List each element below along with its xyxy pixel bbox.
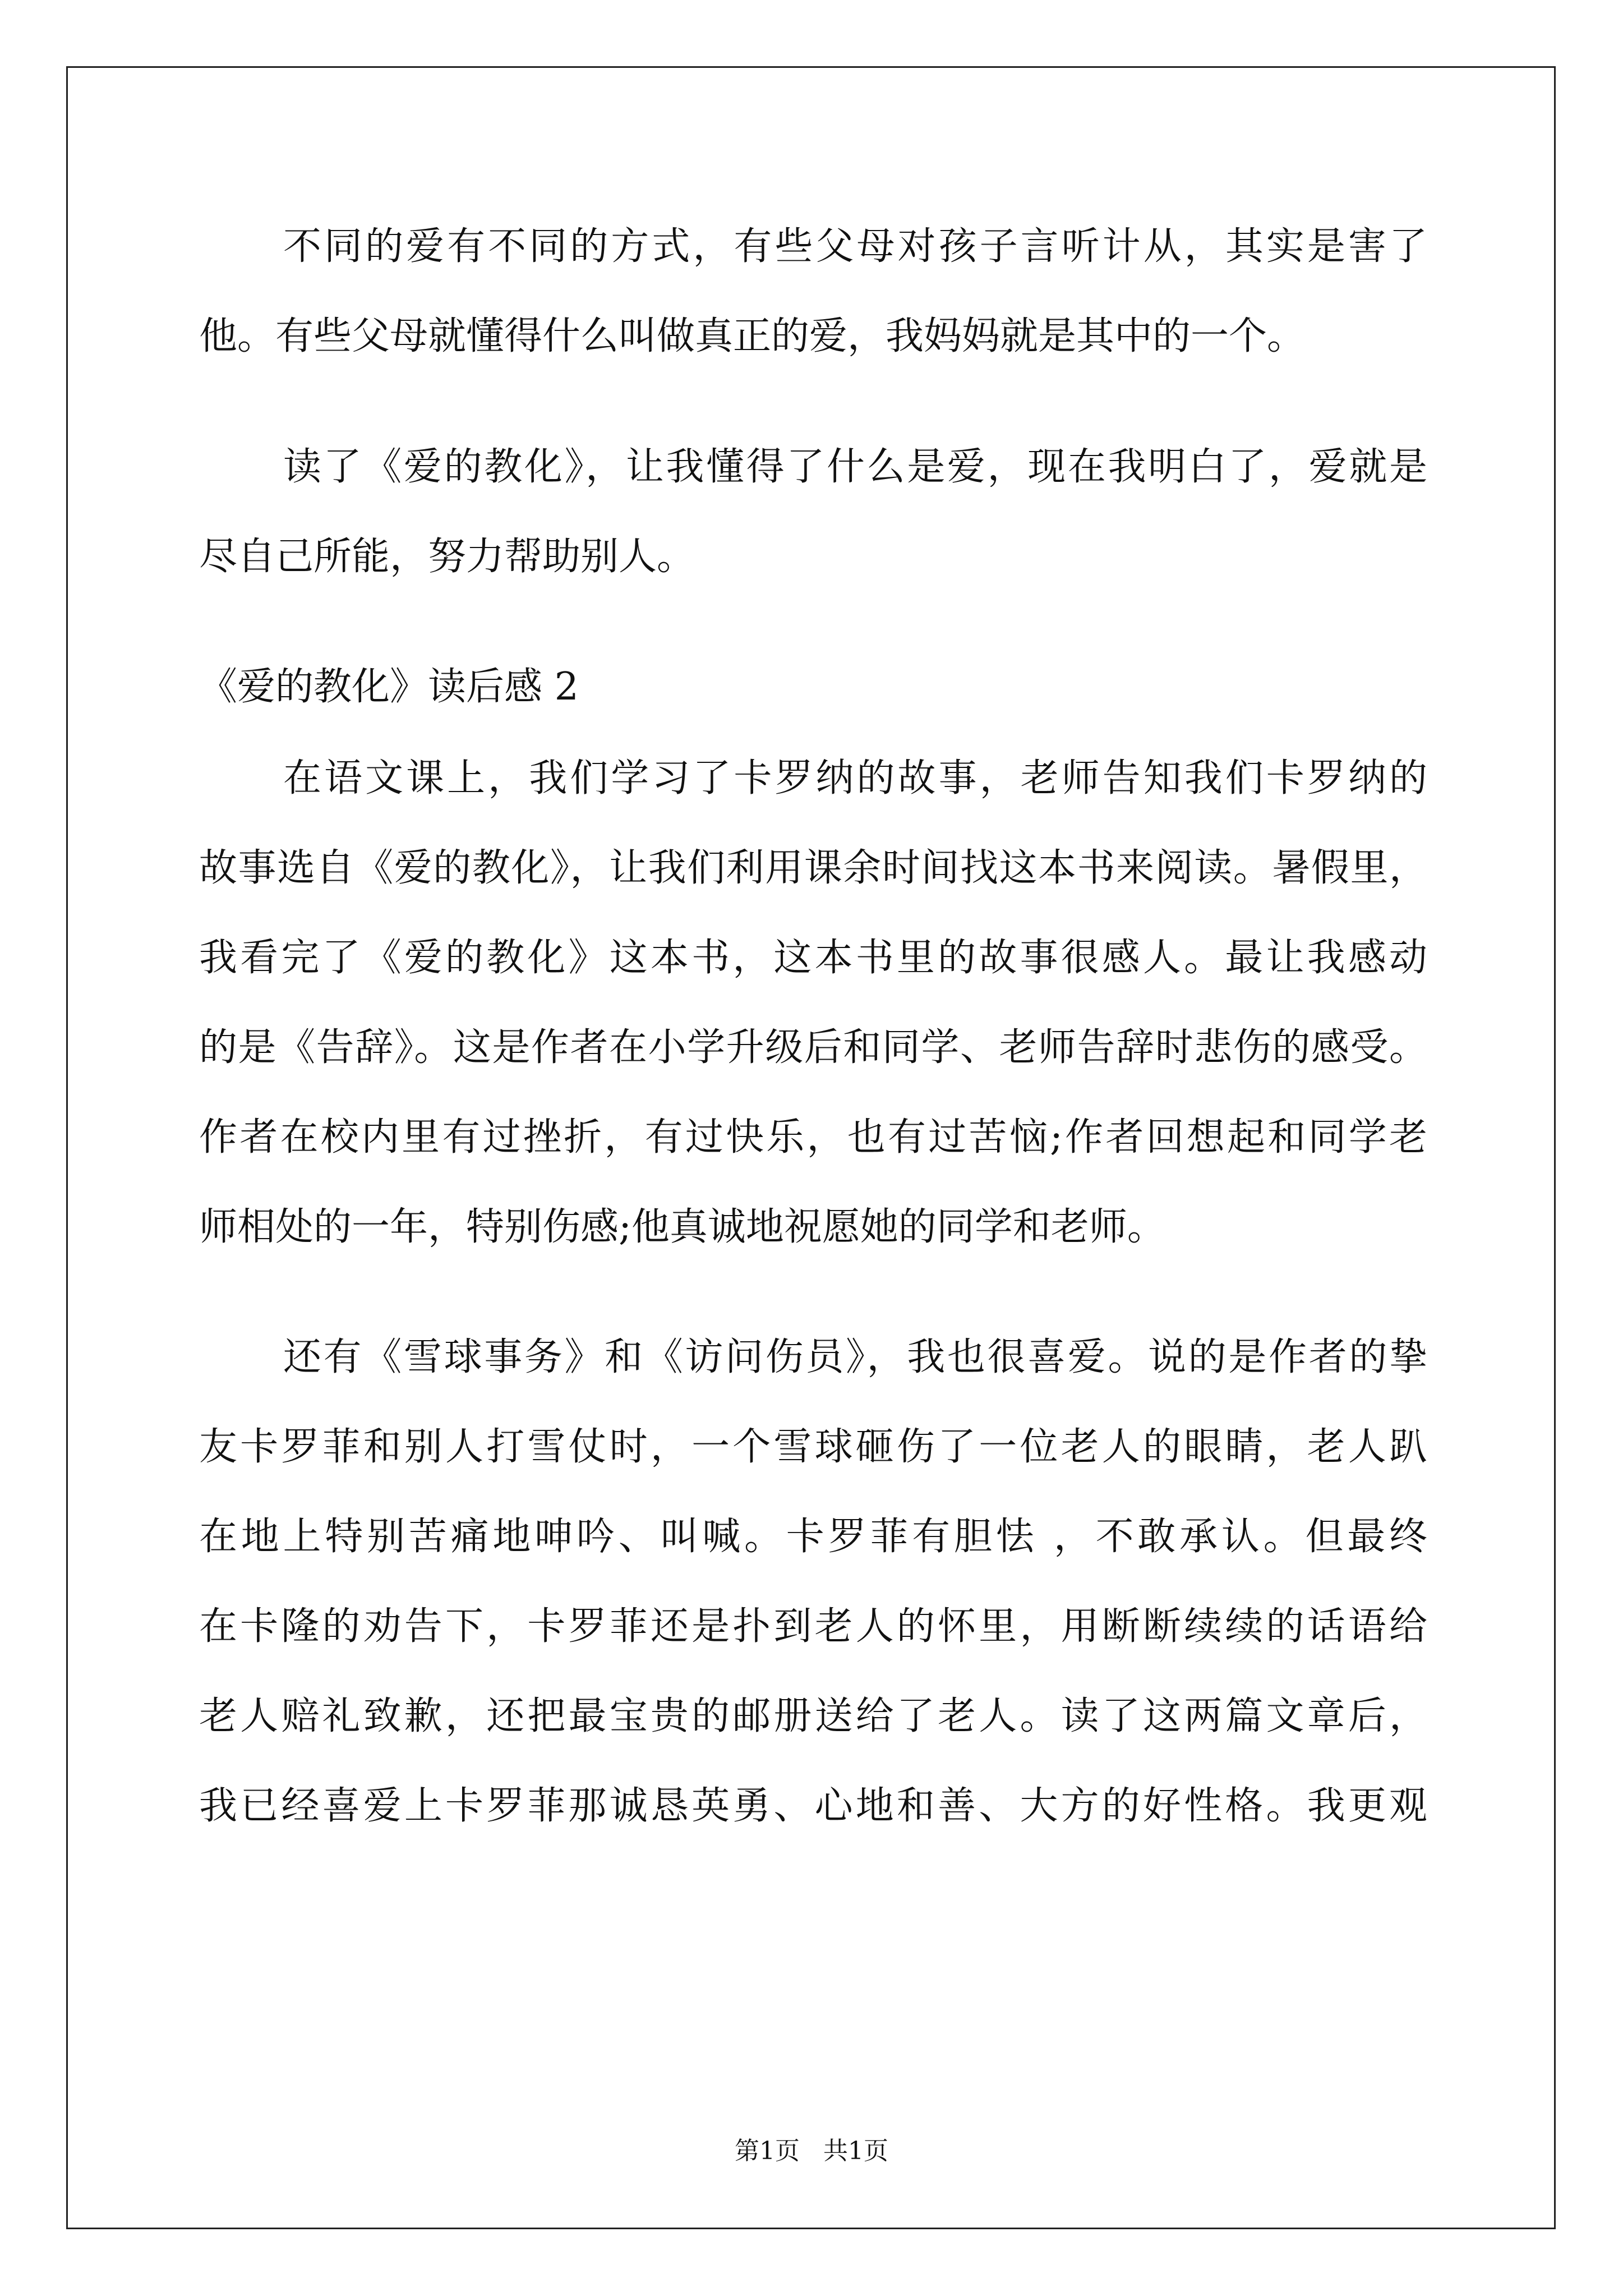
paragraph-3-line-1: 在语文课上，我们学习了卡罗纳的故事，老师告知我们卡罗纳的: [283, 756, 1427, 800]
paragraph-4-line-4: 在卡隆的劝告下，卡罗菲还是扑到老人的怀里，用断断续续的话语给: [199, 1604, 1427, 1649]
paragraph-4-line-2: 友卡罗菲和别人打雪仗时，一个雪球砸伤了一位老人的眼睛，老人趴: [199, 1425, 1427, 1469]
paragraph-4-line-6: 我已经喜爱上卡罗菲那诚恳英勇、心地和善、大方的好性格。我更观: [199, 1784, 1427, 1828]
paragraph-3-line-6: 师相处的一年，特别伤感;他真诚地祝愿她的同学和老师。: [199, 1205, 1165, 1249]
paragraph-4-line-1: 还有《雪球事务》和《访问伤员》，我也很喜爱。说的是作者的挚: [283, 1335, 1427, 1379]
page-number-footer: 第1页 共1页: [735, 2137, 888, 2165]
paragraph-2-line-2: 尽自己所能，努力帮助别人。: [199, 535, 695, 579]
paragraph-4-line-3: 在地上特别苦痛地呻吟、叫喊。卡罗菲有胆怯 ，不敢承认。但最终: [199, 1515, 1427, 1559]
paragraph-3-line-3: 我看完了《爱的教化》这本书，这本书里的故事很感人。最让我感动: [199, 936, 1427, 980]
paragraph-1-line-2: 他。有些父母就懂得什么叫做真正的爱，我妈妈就是其中的一个。: [199, 314, 1306, 358]
paragraph-3-line-4: 的是《告辞》。这是作者在小学升级后和同学、老师告辞时悲伤的感受。: [199, 1025, 1427, 1070]
paragraph-4-line-5: 老人赔礼致歉，还把最宝贵的邮册送给了老人。读了这两篇文章后，: [199, 1694, 1427, 1738]
paragraph-3-line-2: 故事选自《爱的教化》，让我们利用课余时间找这本书来阅读。暑假里，: [199, 846, 1427, 890]
section-heading: 《爱的教化》读后感 2: [199, 665, 579, 709]
paragraph-2-line-1: 读了《爱的教化》，让我懂得了什么是爱，现在我明白了，爱就是: [283, 445, 1427, 489]
paragraph-1-line-1: 不同的爱有不同的方式，有些父母对孩子言听计从，其实是害了: [283, 224, 1427, 269]
paragraph-3-line-5: 作者在校内里有过挫折，有过快乐，也有过苦恼;作者回想起和同学老: [199, 1115, 1427, 1159]
